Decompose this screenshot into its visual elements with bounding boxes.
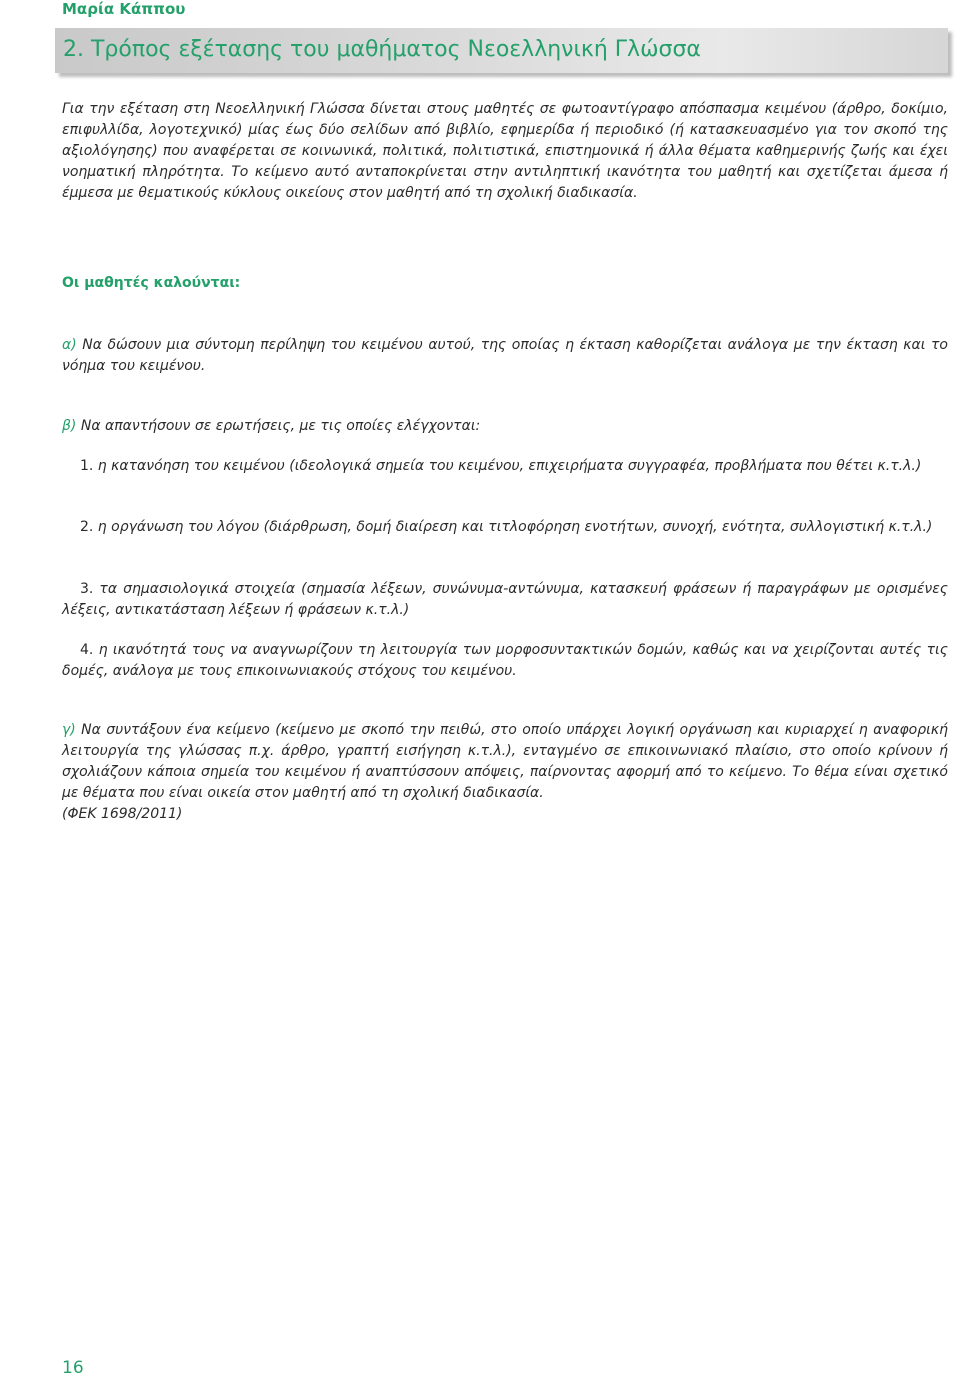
intro-paragraph — [62, 99, 948, 204]
sub-item-4-text: η ικανότητά τους να αναγνωρίζουν τη λειτουργία των μορφοσυντακτικών δομών, καθώς και να χειρίζονται αυτές τις δομές, ανάλογα με τους επικοινωνιακούς στόχους του κειμένου. — [62, 642, 948, 679]
section-title: 2. Τρόπος εξέτασης του μαθήματος Νεοελληνική Γλώσσα — [63, 37, 701, 62]
section-title-band — [55, 28, 948, 73]
intro-text: Για την εξέταση στη Νεοελληνική Γλώσσα δίνεται στους μαθητές σε φωτοαντίγραφο απόσπασμα κειμένου (άρθρο, δοκίμιο, επιφυλλίδα, λογοτεχνικό) μίας έως δύο σελίδων από βιβλίο, εφημερίδα ή περιοδικό (ή κατασκευασμένο για τον σκοπό της αξιολόγησης) που αναφέρεται σε κοινωνικά, πολιτικά, πολιτιστικά, επιστημονικά ή άλλα θέματα καθημερινής ζωής και έχει νοηματική πληρότητα. Το κείμενο αυτό ανταποκρίνεται στην αντιληπτική ικανότητα του μαθητή και σχετίζεται άμεσα ή έμμεσα με θεματικούς κύκλους οικείους στον μαθητή από τη σχολική διαδικασία. — [62, 101, 948, 201]
sub-item-2 — [62, 517, 948, 538]
sub-item-2-number: 2. — [80, 519, 94, 535]
item-c-text: Να συντάξουν ένα κείμενο (κείμενο με σκοπό την πειθώ, στο οποίο υπάρχει λογική οργάνωση και κυριαρχεί η αναφορική λειτουργία της γλώσσας π.χ. άρθρο, γραπτή εισήγηση κ.τ.λ.), ενταγμένο σε επικοινωνιακό πλαίσιο, στο οποίο κρίνουν ή σχολιάζουν κάποια σημεία του κειμένου ή αναπτύσσουν απόψεις, παίρνοντας αφορμή από το κείμενο. Το θέμα είναι σχετικό με θέματα που είναι οικεία στον μαθητή από τη σχολική διαδικασία. — [62, 722, 948, 801]
sub-item-3-number: 3. — [80, 581, 94, 597]
page-number: 16 — [62, 1358, 84, 1378]
item-c — [62, 720, 948, 825]
sub-item-2-text: η οργάνωση του λόγου (διάρθρωση, δομή διαίρεση και τιτλοφόρηση ενοτήτων, συνοχή, ενότητα, συλλογιστική κ.τ.λ.) — [93, 519, 933, 535]
sub-item-1 — [62, 456, 948, 477]
item-c-label: γ) — [62, 722, 76, 738]
item-b-text: Να απαντήσουν σε ερωτήσεις, με τις οποίες ελέγχονται: — [76, 418, 481, 434]
sub-item-4 — [62, 640, 948, 682]
sub-item-4-number: 4. — [80, 642, 94, 658]
sub-item-1-number: 1. — [80, 458, 94, 474]
item-a — [62, 335, 948, 377]
item-a-label: α) — [62, 337, 77, 353]
item-b-label: β) — [62, 418, 77, 434]
item-a-text: Να δώσουν μια σύντομη περίληψη του κειμένου αυτού, της οποίας η έκταση καθορίζεται ανάλογα με την έκταση και το νόημα του κειμένου. — [62, 337, 948, 374]
citation: (ΦΕΚ 1698/2011) — [62, 806, 183, 822]
author-name: Μαρία Κάππου — [62, 0, 186, 18]
sub-item-3 — [62, 579, 948, 621]
item-b — [62, 416, 948, 437]
students-heading: Οι μαθητές καλούνται: — [62, 275, 241, 291]
sub-item-1-text: η κατανόηση του κειμένου (ιδεολογικά σημεία του κειμένου, επιχειρήματα συγγραφέα, προβλήματα που θέτει κ.τ.λ.) — [93, 458, 922, 474]
sub-item-3-text: τα σημασιολογικά στοιχεία (σημασία λέξεων, συνώνυμα-αντώνυμα, κατασκευή φράσεων ή παραγράφων με ορισμένες λέξεις, αντικατάσταση λέξεων ή φράσεων κ.τ.λ.) — [62, 581, 948, 618]
